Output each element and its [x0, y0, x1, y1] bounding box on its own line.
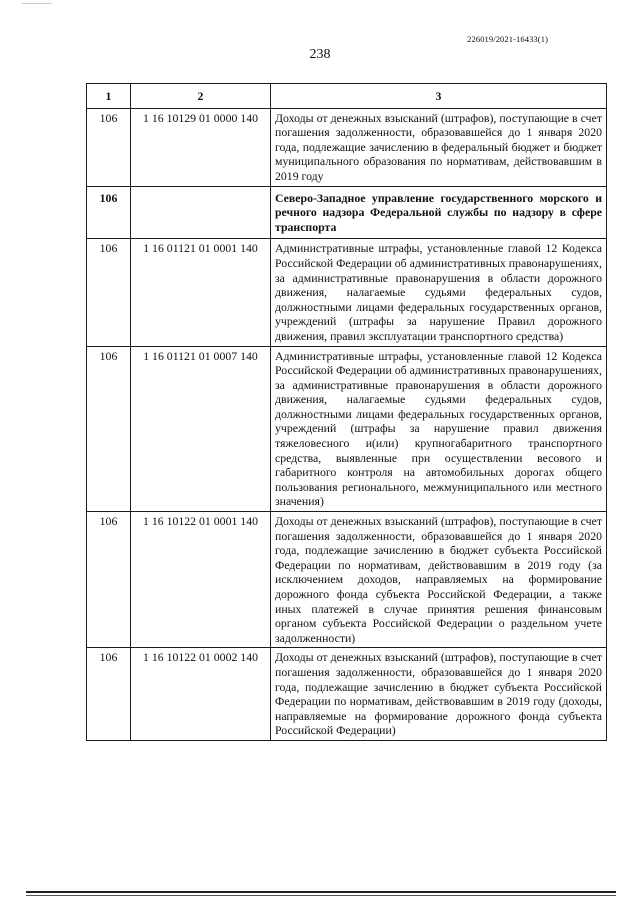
table-row: [87, 648, 607, 741]
table-row: [87, 108, 607, 186]
budget-classification-table: [86, 83, 607, 741]
page-number: 238: [309, 47, 331, 62]
classification-code-cell: 1 16 01121 01 0001 140: [131, 239, 271, 346]
admin-code-cell: 106: [87, 512, 131, 648]
section-header-row: [87, 186, 607, 239]
document-reference: 226019/2021-16433(1): [467, 34, 548, 44]
revenue-description-cell: Административные штрафы, установленные главой 12 Кодекса Российской Федерации об административных правонарушениях, за административные правонарушения в области дорожного движения, налагаемые судьями федеральных судов, должностными лицами федеральных государственных органов, учреждений (штрафы за нарушение правил движения тяжеловесного и(или) крупногабаритного транспортного средства, выявленные при осуществлении весового и габаритного контроля на автомобильных дорогах общего пользования регионального, межмуниципального или местного значения): [271, 346, 607, 512]
classification-code-cell: 1 16 10122 01 0002 140: [131, 648, 271, 741]
admin-code-cell: 106: [87, 346, 131, 512]
admin-code-cell: 106: [87, 186, 131, 239]
table-row: [87, 512, 607, 648]
classification-code-cell: 1 16 10122 01 0001 140: [131, 512, 271, 648]
admin-code-cell: 106: [87, 648, 131, 741]
admin-code-cell: 106: [87, 108, 131, 186]
classification-code-cell: [131, 186, 271, 239]
admin-code-cell: 106: [87, 239, 131, 346]
revenue-description-cell: Административные штрафы, установленные главой 12 Кодекса Российской Федерации об административных правонарушениях, за административные правонарушения в области дорожного движения, налагаемые судьями федеральных судов, должностными лицами федеральных государственных органов, учреждений (штрафы за нарушение Правил дорожного движения, правил эксплуатации транспортного средства): [271, 239, 607, 346]
classification-code-cell: 1 16 01121 01 0007 140: [131, 346, 271, 512]
revenue-description-cell: Доходы от денежных взысканий (штрафов), поступающие в счет погашения задолженности, образовавшейся до 1 января 2020 года, подлежащие зачислению в бюджет субъекта Российской Федерации по нормативам, действовавшим в 2019 году (за исключением доходов, направляемых на формирование дорожного фонда субъекта Российской Федерации, а также иных платежей в случае принятия решения финансовым органом субъекта Российской Федерации о раздельном учете задолженности): [271, 512, 607, 648]
column-header: 3: [271, 84, 607, 109]
column-header: 1: [87, 84, 131, 109]
table-row: [87, 346, 607, 512]
table-header-row: [87, 84, 607, 109]
table-row: [87, 239, 607, 346]
page-bottom-rule-thin: [26, 895, 616, 896]
scan-artifact: [22, 3, 52, 4]
column-header: 2: [131, 84, 271, 109]
revenue-description-cell: Доходы от денежных взысканий (штрафов), поступающие в счет погашения задолженности, образовавшейся до 1 января 2020 года, подлежащие зачислению в бюджет субъекта Российской Федерации по нормативам, действовавшим в 2019 году (доходы, направляемые на формирование дорожного фонда субъекта Российской Федерации): [271, 648, 607, 741]
classification-code-cell: 1 16 10129 01 0000 140: [131, 108, 271, 186]
page-bottom-rule: [26, 891, 616, 893]
administrator-name-cell: Северо-Западное управление государственного морского и речного надзора Федеральной службы по надзору в сфере транспорта: [271, 186, 607, 239]
revenue-description-cell: Доходы от денежных взысканий (штрафов), поступающие в счет погашения задолженности, образовавшейся до 1 января 2020 года, подлежащие зачислению в федеральный бюджет и бюджет муниципального образования по нормативам, действовавшим в 2019 году: [271, 108, 607, 186]
